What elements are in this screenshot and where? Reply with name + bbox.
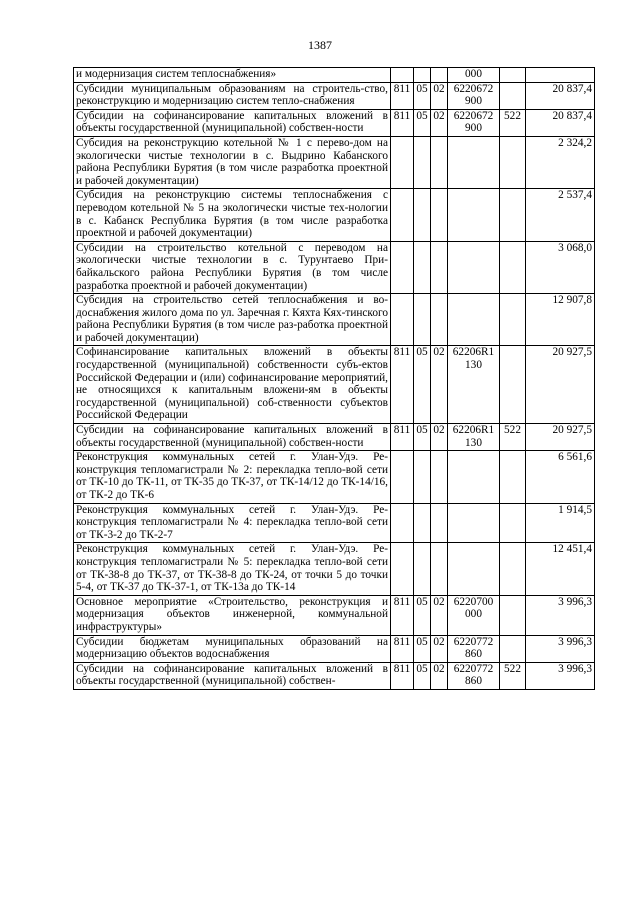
row-amount: 3 996,3 [526,595,595,635]
row-amount: 20 837,4 [526,82,595,109]
row-gr-code: 811 [391,82,414,109]
table-row [74,136,595,188]
table-row [74,662,595,689]
row-amount: 12 451,4 [526,543,595,595]
row-expense-type-code [500,595,526,635]
row-expense-type-code: 522 [500,662,526,689]
row-gr-code: 811 [391,662,414,689]
row-gr-code [391,543,414,595]
row-gr-code: 811 [391,346,414,424]
row-section-code [414,136,431,188]
row-name: Субсидии муниципальным образованиям на строитель-ство, реконструкцию и модернизацию систем тепло-снабжения [74,82,391,109]
row-name: Софинансирование капитальных вложений в объекты государственной (муниципальной) собственности субъ-ектов Российской Федерации и (или) софинансирование мероприятий, не относящихся к капитальным вложени-ям в объекты государственной (муниципальной) соб-ственности субъектов Российской Федерации [74,346,391,424]
row-section-code: 05 [414,346,431,424]
row-gr-code [391,189,414,241]
row-subsection-code [431,136,448,188]
row-gr-code [391,68,414,83]
row-expense-type-code [500,635,526,662]
row-target-code: 6220772 860 [448,662,500,689]
row-subsection-code [431,451,448,503]
table-row [74,424,595,451]
row-expense-type-code [500,543,526,595]
row-section-code [414,294,431,346]
row-expense-type-code [500,346,526,424]
row-amount: 3 996,3 [526,662,595,689]
table-row [74,543,595,595]
row-name: Субсидии на строительство котельной с переводом на экологически чистые технологии в с. Турунтаево При-байкальского района Республики Бурятия (в том числе разработка проектной и рабочей документации) [74,241,391,293]
row-expense-type-code: 522 [500,424,526,451]
row-name: Субсидии на софинансирование капитальных вложений в объекты государственной (муниципальной) собствен- [74,662,391,689]
row-expense-type-code [500,451,526,503]
row-name: Субсидии на софинансирование капитальных вложений в объекты государственной (муниципальной) собствен-ности [74,109,391,136]
row-subsection-code [431,68,448,83]
row-target-code [448,189,500,241]
row-section-code: 05 [414,82,431,109]
row-target-code: 6220672 900 [448,109,500,136]
row-amount: 3 068,0 [526,241,595,293]
row-target-code [448,294,500,346]
row-name: Субсидия на строительство сетей теплоснабжения и во-доснабжения жилого дома по ул. Заречная г. Кяхта Кях-тинского района Республики Бурятия (в том числе раз-работка проектной и рабочей документации) [74,294,391,346]
row-target-code [448,451,500,503]
row-amount: 3 996,3 [526,635,595,662]
budget-table [73,67,595,690]
table-row [74,82,595,109]
row-section-code: 05 [414,595,431,635]
row-amount: 2 324,2 [526,136,595,188]
row-gr-code: 811 [391,109,414,136]
row-target-code: 62206R1 130 [448,424,500,451]
row-section-code [414,503,431,543]
row-name: Реконструкция коммунальных сетей г. Улан-Удэ. Ре-конструкция тепломагистрали № 5: перекладка тепло-вой сети от ТК-38-8 до ТК-37, от ТК-38-8 до ТК-24, от точки 5 до точки 5-4, от ТК-37 до ТК-37-1, от ТК-13а до ТК-14 [74,543,391,595]
row-subsection-code [431,543,448,595]
row-expense-type-code [500,136,526,188]
row-section-code [414,543,431,595]
page-number: 1387 [308,38,332,52]
row-gr-code [391,136,414,188]
row-name: Основное мероприятие «Строительство, реконструкция и модернизация объектов инженерной, коммунальной инфраструктуры» [74,595,391,635]
table-row [74,346,595,424]
row-amount: 20 927,5 [526,346,595,424]
row-section-code [414,241,431,293]
row-section-code: 05 [414,635,431,662]
row-subsection-code [431,294,448,346]
row-section-code [414,451,431,503]
row-gr-code [391,294,414,346]
row-target-code [448,543,500,595]
row-section-code: 05 [414,424,431,451]
row-target-code: 6220700 000 [448,595,500,635]
table-row [74,241,595,293]
row-amount: 2 537,4 [526,189,595,241]
row-target-code: 6220672 900 [448,82,500,109]
table-row [74,189,595,241]
row-name: Субсидии бюджетам муниципальных образований на модернизацию объектов водоснабжения [74,635,391,662]
row-gr-code: 811 [391,595,414,635]
row-target-code [448,136,500,188]
row-expense-type-code [500,68,526,83]
row-gr-code: 811 [391,635,414,662]
table-row [74,595,595,635]
row-target-code [448,241,500,293]
row-name: Субсидии на софинансирование капитальных вложений в объекты государственной (муниципальной) собствен-ности [74,424,391,451]
table-row [74,451,595,503]
row-subsection-code [431,189,448,241]
row-amount: 20 927,5 [526,424,595,451]
row-expense-type-code [500,294,526,346]
row-subsection-code: 02 [431,424,448,451]
row-gr-code: 811 [391,424,414,451]
row-amount [526,68,595,83]
row-gr-code [391,241,414,293]
row-amount: 20 837,4 [526,109,595,136]
row-name: Субсидия на реконструкцию системы теплоснабжения с переводом котельной № 5 на экологически чистые тех-нологии в с. Кабанск Республика Бурятия (в том числе разработка проектной и рабочей документации) [74,189,391,241]
row-subsection-code: 02 [431,109,448,136]
row-expense-type-code [500,241,526,293]
row-gr-code [391,503,414,543]
row-expense-type-code: 522 [500,109,526,136]
table-row [74,503,595,543]
row-amount: 12 907,8 [526,294,595,346]
row-gr-code [391,451,414,503]
row-subsection-code: 02 [431,82,448,109]
row-expense-type-code [500,503,526,543]
row-target-code: 62206R1 130 [448,346,500,424]
row-name: и модернизация систем теплоснабжения» [74,68,391,83]
row-section-code [414,68,431,83]
table-row [74,68,595,83]
row-section-code: 05 [414,662,431,689]
row-subsection-code: 02 [431,635,448,662]
row-target-code: 000 [448,68,500,83]
row-name: Реконструкция коммунальных сетей г. Улан-Удэ. Ре-конструкция тепломагистрали № 4: перекладка тепло-вой сети от ТК-3-2 до ТК-2-7 [74,503,391,543]
row-amount: 1 914,5 [526,503,595,543]
row-expense-type-code [500,82,526,109]
table-row [74,635,595,662]
row-subsection-code: 02 [431,595,448,635]
row-subsection-code: 02 [431,346,448,424]
row-section-code: 05 [414,109,431,136]
row-name: Реконструкция коммунальных сетей г. Улан-Удэ. Ре-конструкция тепломагистрали № 2: перекладка тепло-вой сети от ТК-10 до ТК-11, от ТК-35 до ТК-37, от ТК-14/12 до ТК-14/16, от ТК-2 до ТК-6 [74,451,391,503]
row-target-code: 6220772 860 [448,635,500,662]
row-target-code [448,503,500,543]
row-subsection-code: 02 [431,662,448,689]
row-subsection-code [431,241,448,293]
row-name: Субсидия на реконструкцию котельной № 1 с перево-дом на экологически чистые технологии в с. Выдрино Кабанского района Республики Бурятия (в том числе разработка проектной и рабочей документации) [74,136,391,188]
row-amount: 6 561,6 [526,451,595,503]
row-expense-type-code [500,189,526,241]
table-row [74,294,595,346]
row-section-code [414,189,431,241]
row-subsection-code [431,503,448,543]
table-row [74,109,595,136]
